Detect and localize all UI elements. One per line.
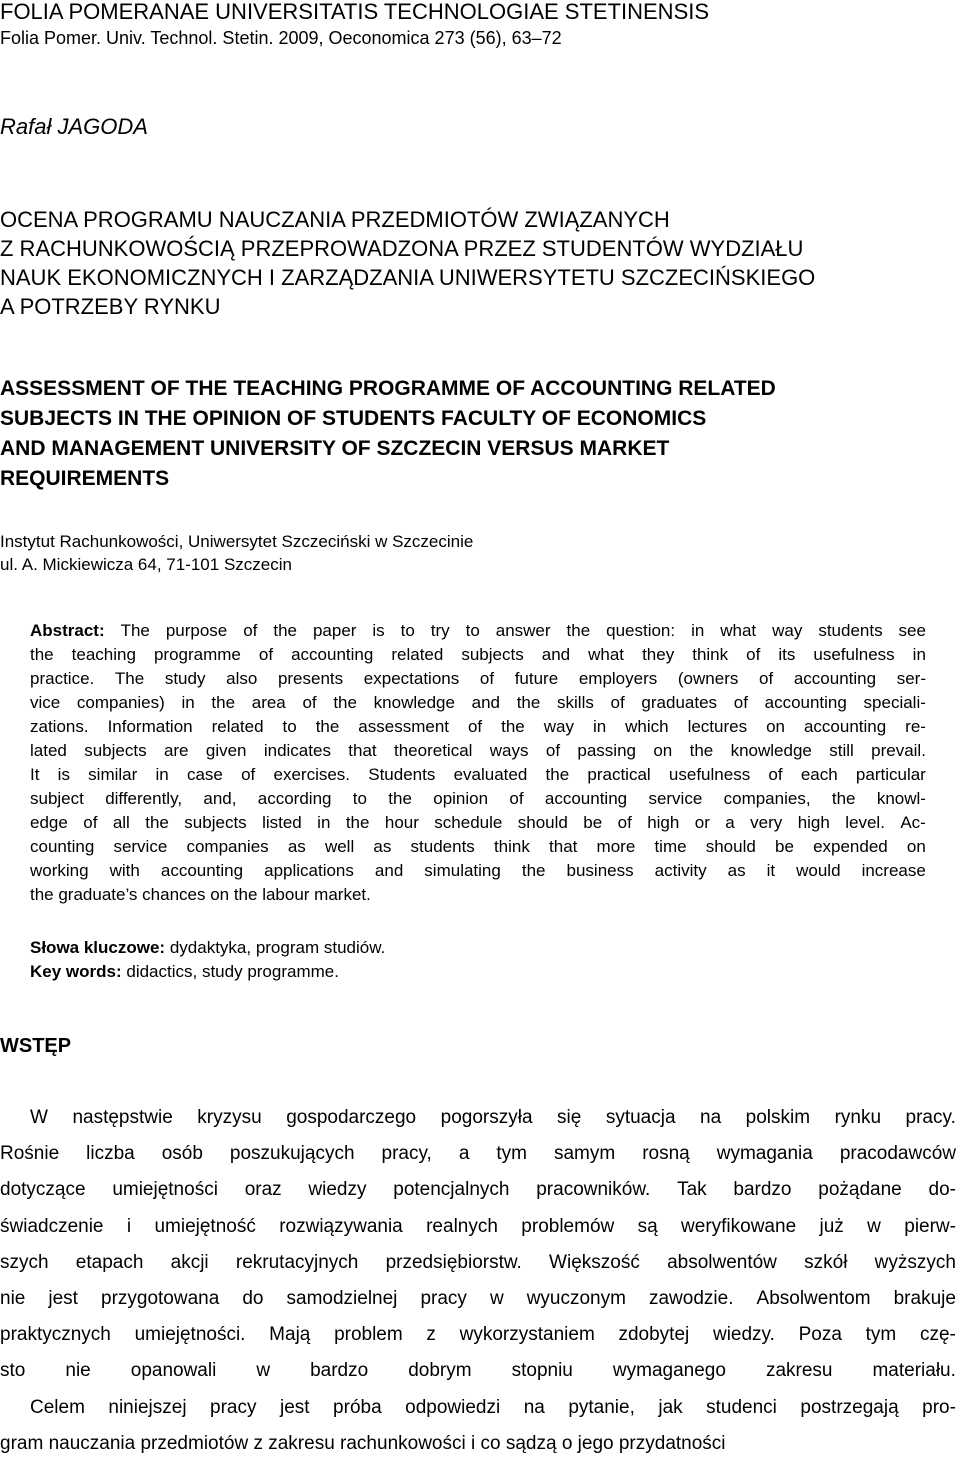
keywords-polish-label: Słowa kluczowe: <box>30 938 166 957</box>
title-english-line: AND MANAGEMENT UNIVERSITY OF SZCZECIN VERSUS MARKET <box>0 437 670 460</box>
title-polish-line: OCENA PROGRAMU NAUCZANIA PRZEDMIOTÓW ZWIĄZANYCH <box>0 207 670 232</box>
affiliation <box>0 530 473 576</box>
title-polish <box>0 205 960 321</box>
section-heading: WSTĘP <box>0 1035 72 1057</box>
abstract-line: zations. Information related to the assessment of the way in which lectures on accounting re- <box>30 717 926 736</box>
title-polish-line: Z RACHUNKOWOŚCIĄ PRZEPROWADZONA PRZEZ STUDENTÓW WYDZIAŁU <box>0 236 804 261</box>
body-line: Rośnie liczba osób poszukujących pracy, a tym samym rosną wymagania pracodawców <box>0 1143 956 1165</box>
abstract-label: Abstract: <box>30 621 105 640</box>
author-name: Rafał JAGODA <box>0 114 148 139</box>
keywords-english-label: Key words: <box>30 962 122 981</box>
abstract-line: It is similar in case of exercises. Students evaluated the practical usefulness of each particular <box>30 765 926 784</box>
abstract-line: working with accounting applications and simulating the business activity as it would increase <box>30 861 926 880</box>
title-english-line: REQUIREMENTS <box>0 467 170 490</box>
body-line: praktycznych umiejętności. Mają problem z wykorzystaniem zdobytej wiedzy. Poza tym czę- <box>0 1324 956 1346</box>
affiliation-address: ul. A. Mickiewicza 64, 71-101 Szczecin <box>0 555 292 574</box>
title-polish-line: A POTRZEBY RYNKU <box>0 294 221 319</box>
abstract-line: edge of all the subjects listed in the hour schedule should be of high or a very high level. Ac- <box>30 813 926 832</box>
abstract-line: the teaching programme of accounting related subjects and what they think of its usefulness in <box>30 645 926 664</box>
body-line: dotyczące umiejętności oraz wiedzy potencjalnych pracowników. Tak bardzo pożądane do- <box>0 1179 956 1201</box>
abstract-line: counting service companies as well as students think that more time should be expended on <box>30 837 926 856</box>
body-line: Celem niniejszej pracy jest próba odpowiedzi na pytanie, jak studenci postrzegają pro- <box>30 1396 956 1418</box>
keywords-polish-value: dydaktyka, program studiów. <box>169 938 386 957</box>
abstract-line: vice companies) in the area of the knowledge and the skills of graduates of accounting speciali- <box>30 693 926 712</box>
citation-line: Folia Pomer. Univ. Technol. Stetin. 2009, Oeconomica 273 (56), 63–72 <box>0 28 562 48</box>
abstract-line: lated subjects are given indicates that theoretical ways of passing on the knowledge still prevail. <box>30 741 926 760</box>
abstract-line: Abstract: The purpose of the paper is to try to answer the question: in what way students see <box>30 619 926 643</box>
keywords <box>30 936 385 984</box>
abstract <box>30 619 926 907</box>
body-line: świadczenie i umiejętność rozwiązywania realnych problemów są weryfikowane już w pierw- <box>0 1215 956 1237</box>
affiliation-institute: Instytut Rachunkowości, Uniwersytet Szczeciński w Szczecinie <box>0 532 474 551</box>
keywords-english <box>30 960 385 984</box>
body-line: nie jest przygotowana do samodzielnej pracy w wyuczonym zawodzie. Absolwentom brakuje <box>0 1288 956 1310</box>
body-line: W następstwie kryzysu gospodarczego pogorszyła się sytuacja na polskim rynku pracy. <box>30 1107 956 1128</box>
title-english <box>0 374 960 494</box>
abstract-line: practice. The study also presents expectations of future employers (owners of accounting ser- <box>30 669 926 688</box>
keywords-polish <box>30 936 385 960</box>
abstract-line: the graduate’s chances on the labour market. <box>30 885 371 904</box>
keywords-english-value: didactics, study programme. <box>126 962 339 981</box>
title-polish-line: NAUK EKONOMICZNYCH I ZARZĄDZANIA UNIWERSYTETU SZCZECIŃSKIEGO <box>0 265 816 290</box>
body-line: gram nauczania przedmiotów z zakresu rachunkowości i co sądzą o jego przydatności <box>0 1432 726 1454</box>
journal-name: FOLIA POMERANAE UNIVERSITATIS TECHNOLOGIAE STETINENSIS <box>0 0 710 24</box>
body-text <box>0 1100 956 1462</box>
abstract-line: subject differently, and, according to the opinion of accounting service companies, the knowl- <box>30 789 926 808</box>
body-line: szych etapach akcji rekrutacyjnych przedsiębiorstw. Większość absolwentów szkół wyższych <box>0 1251 956 1273</box>
title-english-line: SUBJECTS IN THE OPINION OF STUDENTS FACULTY OF ECONOMICS <box>0 407 707 430</box>
title-english-line: ASSESSMENT OF THE TEACHING PROGRAMME OF ACCOUNTING RELATED <box>0 377 776 400</box>
body-line: sto nie opanowali w bardzo dobrym stopniu wymaganego zakresu materiału. <box>0 1360 956 1382</box>
